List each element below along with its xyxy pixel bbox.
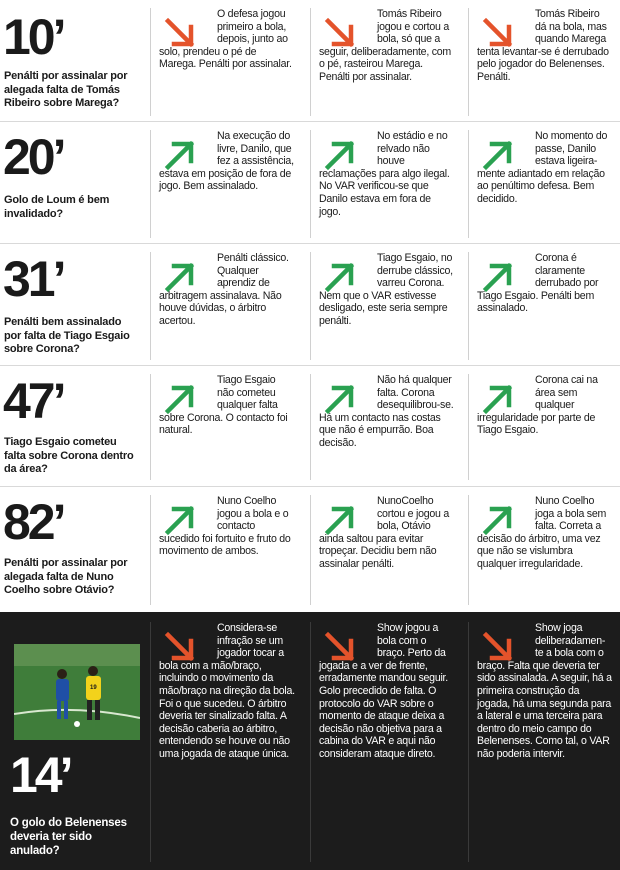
analyst-column-3 <box>468 622 617 862</box>
analyst-opinion: Corona cai na área sem qualquer irregularidade por parte de Tiago Esgaio. <box>477 374 598 437</box>
incident-question: Golo de Loum é bem invalidado? <box>4 194 110 220</box>
analyst-column-2 <box>310 495 459 605</box>
arrow-down-right-icon <box>323 16 357 50</box>
analyst-opinion: Show jogou a bola com o braço. Perto da jogada e a ver de frente, erradamente mandou seguir. Golo precedido de falta. O protocolo do VAR sobre o momento de ataque deixa a decisão não objetiva para a cabina do VAR e aqui não consideram ataque direto. <box>319 622 448 760</box>
analyst-column-3 <box>468 8 617 116</box>
analyst-column-2 <box>310 130 459 238</box>
arrow-up-right-icon <box>163 260 197 294</box>
incident-header <box>0 122 150 243</box>
analyst-opinion: Nuno Coelho joga a bola sem falta. Correta a decisão do árbitro, uma vez que não se vislumbra qualquer irregularidade. <box>477 495 607 570</box>
analyst-opinion: Na execução do livre, Danilo, que fez a assistência, estava em posição de fora de jogo. Bem assinalado. <box>159 130 294 193</box>
analyst-column-1 <box>150 622 299 862</box>
shirt-number: 19 <box>90 685 97 691</box>
analyst-opinion: Show joga deliberadamen-te a bola com o braço. Falta que deveria ter sido assinalada. A seguir, há a primeira construção da jogada, há uma segunda para a lateral e uma terceira para dentro do meio campo do Belenenses. Como tal, o VAR não poderia intervir. <box>477 622 612 760</box>
analyst-opinion: Nuno Coelho jogou a bola e o contacto sucedido foi fortuito e fruto do movimento de ambos. <box>159 495 291 558</box>
incident-header <box>0 366 150 486</box>
arrow-up-right-icon <box>323 138 357 172</box>
analyst-column-2 <box>310 374 459 480</box>
analyst-opinion: Tomás Ribeiro dá na bola, mas quando Marega tenta levantar-se é derrubado pelo jogador do Belenenses. Penálti. <box>477 8 609 83</box>
arrow-down-right-icon <box>323 630 357 664</box>
incident-minute: 10’ <box>3 9 64 65</box>
analyst-opinion: Penálti clássico. Qualquer aprendiz de arbitragem assinalava. Não houve dúvidas, o árbitro acertou. <box>159 252 289 327</box>
analyst-column-1 <box>150 495 299 605</box>
incident-question: Penálti por assinalar por alegada falta de Tomás Ribeiro sobre Marega? <box>4 70 128 109</box>
analyst-column-3 <box>468 130 617 238</box>
incident-row-82 <box>0 487 620 611</box>
incident-minute: 82’ <box>3 494 64 550</box>
analyst-column-1 <box>150 374 299 480</box>
arrow-down-right-icon <box>481 630 515 664</box>
incident-header <box>0 487 150 611</box>
incident-header <box>0 0 150 121</box>
incident-question: O golo do Belenenses deveria ter sido anulado? <box>10 817 127 857</box>
analyst-column-3 <box>468 374 617 480</box>
match-photo <box>14 644 140 740</box>
analyst-opinion: NunoCoelho cortou e jogou a bola, Otávio ainda saltou para evitar tropeçar. Decidiu bem não assinalar penálti. <box>319 495 449 570</box>
incident-question: Tiago Esgaio cometeu falta sobre Corona dentro da área? <box>4 436 134 475</box>
analyst-opinion: Corona é claramente derrubado por Tiago Esgaio. Penálti bem assinalado. <box>477 252 599 315</box>
arrow-up-right-icon <box>481 503 515 537</box>
analyst-opinion: No momento do passe, Danilo estava ligeira-mente adiantado em relação ao penúltimo defesa. Bem decidido. <box>477 130 608 205</box>
arrow-up-right-icon <box>163 382 197 416</box>
incident-minute: 31’ <box>3 251 64 307</box>
incident-question: Penálti bem assinalado por falta de Tiago Esgaio sobre Corona? <box>4 316 130 355</box>
arrow-up-right-icon <box>481 138 515 172</box>
analyst-opinion: Considera-se infração se um jogador tocar a bola com a mão/braço, incluindo o movimento da mão/braço na direção da bola. Foi o que sucedeu. O árbitro deveria ter sinalizado falta. A decisão caberia ao árbitro, entendendo se houve ou não uma jogada de ataque única. <box>159 622 295 760</box>
analyst-opinion: Tiago Esgaio não cometeu qualquer falta sobre Corona. O contacto foi natural. <box>159 374 288 437</box>
arrow-down-right-icon <box>163 630 197 664</box>
arrow-up-right-icon <box>323 503 357 537</box>
incident-minute: 47’ <box>3 373 64 429</box>
arrow-up-right-icon <box>323 260 357 294</box>
analyst-column-2 <box>310 252 459 360</box>
incident-row-31 <box>0 244 620 366</box>
incident-row-10 <box>0 0 620 122</box>
analyst-opinion: Não há qualquer falta. Corona desequilibrou-se. Há um contacto nas costas que não é empurrão. Boa decisão. <box>319 374 454 449</box>
arrow-up-right-icon <box>481 382 515 416</box>
analyst-column-1 <box>150 130 299 238</box>
arrow-up-right-icon <box>163 138 197 172</box>
analyst-column-1 <box>150 252 299 360</box>
arrow-down-right-icon <box>481 16 515 50</box>
arrow-down-right-icon <box>163 16 197 50</box>
arrow-up-right-icon <box>163 503 197 537</box>
arrow-up-right-icon <box>323 382 357 416</box>
incident-question: Penálti por assinalar por alegada falta de Nuno Coelho sobre Otávio? <box>4 557 128 596</box>
analyst-column-1 <box>150 8 299 116</box>
incident-minute: 20’ <box>3 129 64 185</box>
analyst-opinion: No estádio e no relvado não houve reclamações para algo ilegal. No VAR verificou-se que Danilo estava em fora de jogo. <box>319 130 450 218</box>
analyst-opinion: Tomás Ribeiro jogou e cortou a bola, só que a seguir, deliberadamente, com o pé, rasteirou Marega. Penálti por assinalar. <box>319 8 451 83</box>
analyst-opinion: Tiago Esgaio, no derrube clássico, varreu Corona. Nem que o VAR estivesse desligado, este seria sempre penálti. <box>319 252 453 327</box>
analyst-opinion: O defesa jogou primeiro a bola, depois, junto ao solo, prendeu o pé de Marega. Penálti por assinalar. <box>159 8 292 71</box>
incident-minute: 14’ <box>10 747 71 803</box>
incident-row-20 <box>0 122 620 244</box>
incident-header <box>0 244 150 365</box>
analyst-column-3 <box>468 495 617 605</box>
incident-row-47 <box>0 366 620 487</box>
analyst-column-3 <box>468 252 617 360</box>
analyst-column-2 <box>310 8 459 116</box>
arrow-up-right-icon <box>481 260 515 294</box>
analyst-column-2 <box>310 622 459 862</box>
